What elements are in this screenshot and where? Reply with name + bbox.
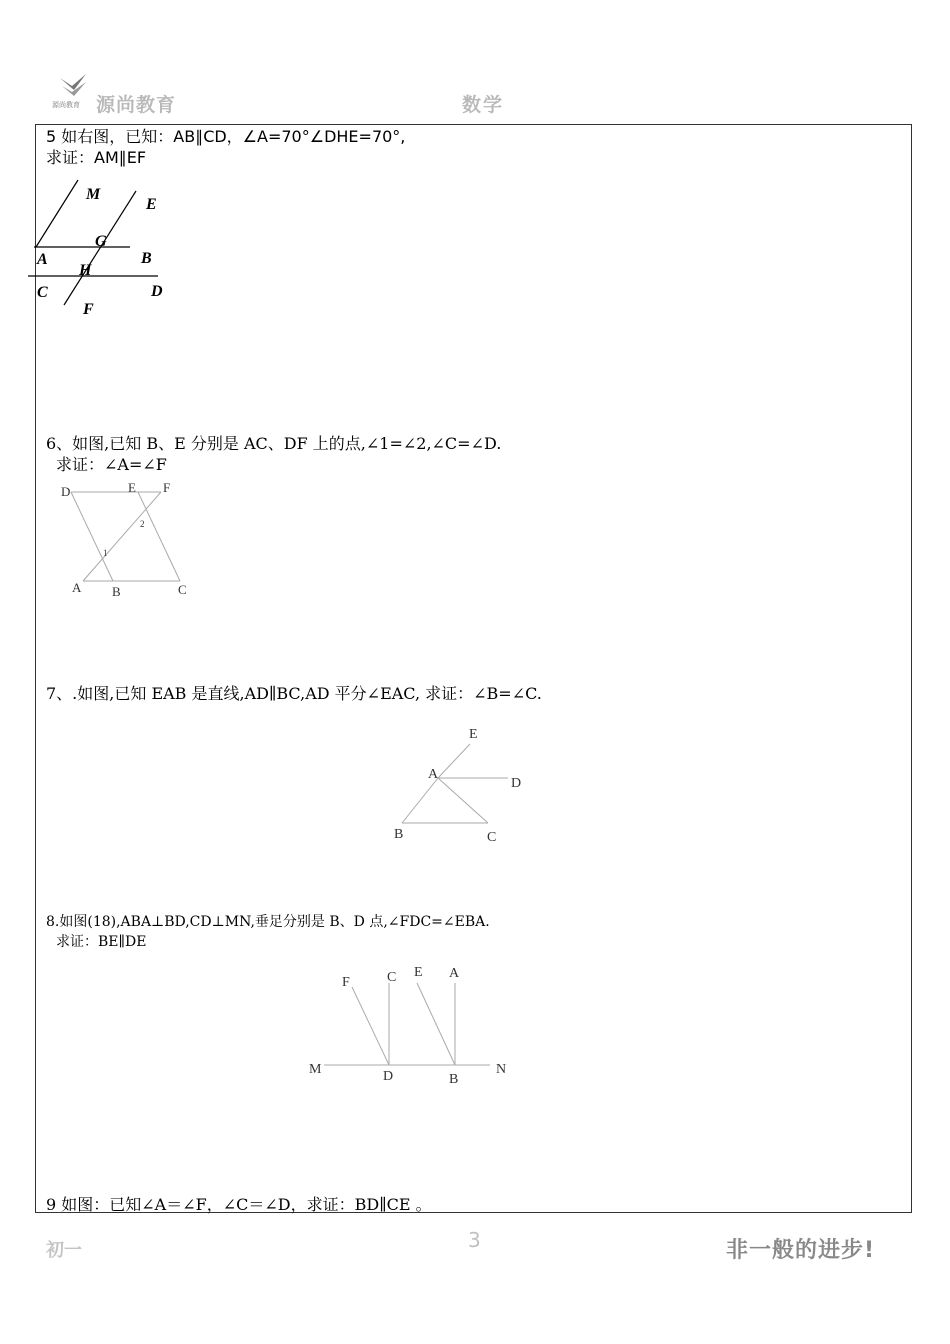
q8-line1: 8.如图(18),ABA⊥BD,CD⊥MN,垂足分别是 B、D 点,∠FDC=∠EBA. xyxy=(46,914,490,930)
q6-line-fc xyxy=(138,492,180,581)
q6-label: C xyxy=(178,582,187,597)
q6-line-da xyxy=(71,492,113,581)
q8-label: B xyxy=(449,1072,459,1087)
q7-label: E xyxy=(469,727,478,742)
logo-small-text: 源尚教育 xyxy=(52,101,80,109)
q5-figure xyxy=(28,175,168,320)
q6-label: 2 xyxy=(140,519,145,529)
q7-label: A xyxy=(428,767,439,782)
q8-label: M xyxy=(309,1062,322,1077)
header-subject: 数学 xyxy=(462,94,505,116)
header-logo-text: 源尚教育 xyxy=(96,94,177,116)
q6-line2: 求证：∠A=∠F xyxy=(56,455,167,474)
q7-label: D xyxy=(511,776,522,791)
q5-label: M xyxy=(86,186,101,203)
q9-line1: 9 如图：已知∠A＝∠F，∠C＝∠D，求证：BD∥CE 。 xyxy=(46,1195,432,1214)
q8-label: N xyxy=(496,1062,507,1077)
q6-line1: 6、如图,已知 B、E 分别是 AC、DF 上的点,∠1=∠2,∠C=∠D. xyxy=(46,434,502,453)
q5-line-am xyxy=(36,180,78,247)
q7-line-ea xyxy=(438,744,470,778)
q8-figure xyxy=(300,955,520,1095)
q5-label: D xyxy=(151,283,163,300)
q6-line-ae xyxy=(83,492,161,581)
q7-label: C xyxy=(487,830,497,845)
q7-figure xyxy=(390,720,530,848)
q6-figure xyxy=(58,478,198,602)
q5-line1: 5 如右图，已知：AB∥CD，∠A=70°∠DHE=70°, xyxy=(46,127,406,146)
q8-line-eb xyxy=(417,983,455,1065)
q7-label: B xyxy=(394,827,404,842)
q5-line2: 求证：AM∥EF xyxy=(46,148,147,167)
q7-line-ab xyxy=(402,778,438,823)
q7-line1: 7、.如图,已知 EAB 是直线,AD∥BC,AD 平分∠EAC, 求证：∠B=∠C. xyxy=(46,684,542,703)
q8-label: E xyxy=(414,965,423,980)
page-number: 3 xyxy=(468,1228,481,1252)
q5-label: F xyxy=(83,301,94,318)
q7-line-ac xyxy=(438,778,488,823)
q8-label: F xyxy=(342,975,350,990)
q6-label: D xyxy=(61,484,71,499)
logo-icon xyxy=(56,72,92,100)
q5-label: H xyxy=(79,262,92,279)
q8-line2: 求证：BE∥DE xyxy=(56,934,147,950)
q6-label: E xyxy=(128,480,136,495)
q5-label: E xyxy=(146,196,157,213)
q6-label: B xyxy=(112,584,121,599)
q5-label: B xyxy=(141,250,152,267)
footer-slogan: 非一般的进步! xyxy=(726,1238,876,1263)
footer-grade: 初一 xyxy=(46,1240,82,1261)
q8-label: D xyxy=(383,1069,394,1084)
q6-label: A xyxy=(72,580,82,595)
q6-label: 1 xyxy=(103,548,108,558)
q8-label: A xyxy=(449,966,460,981)
q5-label: G xyxy=(95,233,107,250)
q8-label: C xyxy=(387,970,397,985)
q5-label: C xyxy=(37,284,48,301)
q6-label: F xyxy=(163,480,171,495)
q5-label: A xyxy=(37,251,48,268)
logo xyxy=(56,72,92,100)
q8-line-fd xyxy=(352,987,389,1065)
